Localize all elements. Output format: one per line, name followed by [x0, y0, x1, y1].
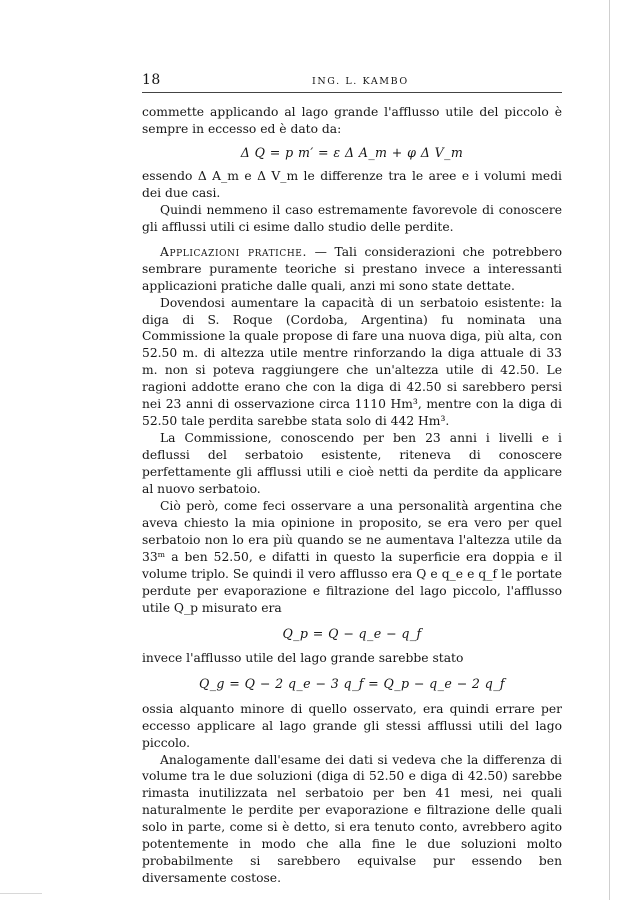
body-text: [142, 104, 562, 887]
paragraph-analogamente: Analogamente dall'esame dei dati si vedeva che la differenza di volume tra le due soluzioni (diga di 52.50 e diga di 42.50) sarebbe rimasta inutilizzata nel serbatoio per ben 41 mesi, nei quali naturalmente le perdite per evaporazione e filtrazione delle quali solo in parte, come si è detto, si era tenuto conto, avrebbero agito potentemente in modo che alla fine le due soluzioni molto probabilmente si sarebbero equivalse pur essendo ben diversamente costose.: [142, 752, 562, 886]
paragraph-ossia: ossia alquanto minore di quello osservato, era quindi errare per eccesso applicare al lago grande gli stessi afflussi utili del lago piccolo.: [142, 701, 562, 750]
page-header: [142, 72, 562, 93]
paragraph-applicazioni: [142, 244, 562, 295]
paragraph-dovendosi: Dovendosi aumentare la capacità di un serbatoio esistente: la diga di S. Roque (Cordoba, Argentina) fu nominata una Commissione la quale propose di fare una nuova diga, più alta, con 52.50 m. di altezza utile mentre rinforzando la diga attuale di 33 m. non si poteva raggiungere che un'altezza utile di 42.50. Le ragioni addotte erano che con la diga di 42.50 si sarebbero persi nei 23 anni di osservazione circa 1110 Hm³, mentre con la diga di 52.50 tale perdita sarebbe stata solo di 442 Hm³.: [142, 295, 562, 429]
section-heading: Applicazioni pratiche.: [160, 244, 307, 259]
equation-qg: Q_g = Q − 2 q_e − 3 q_f = Q_p − q_e − 2 q_f: [199, 675, 505, 691]
paragraph-continuation: commette applicando al lago grande l'afflusso utile del piccolo è sempre in eccesso ed è dato da:: [142, 105, 562, 136]
page-number: 18: [142, 72, 161, 88]
equation-delta-q: Δ Q = p m′ = ε Δ A_m + φ Δ V_m: [240, 144, 464, 160]
scan-mark: [0, 893, 42, 894]
running-head: ING. L. KAMBO: [312, 76, 409, 87]
paragraph-invece: invece l'afflusso utile del lago grande sarebbe stato: [142, 650, 464, 665]
equation-qp: Q_p = Q − q_e − q_f: [282, 625, 422, 641]
paragraph-cio-pero: Ciò però, come feci osservare a una personalità argentina che aveva chiesto la mia opinione in proposito, se era vero per quel serbatoio non lo era più quando se ne aumentava l'altezza utile da 33ᵐ a ben 52.50, e difatti in questo la superficie era doppia e il volume triplo. Se quindi il vero afflusso era Q e q_e e q_f le portate perdute per evaporazione e filtrazione del lago piccolo, l'afflusso utile Q_p misurato era: [142, 499, 562, 615]
paragraph-commissione: La Commissione, conoscendo per ben 23 anni i livelli e i deflussi del serbatoio esistente, riteneva di conoscere perfettamente gli afflussi utili e cioè netti da perdite da applicare al nuovo serbatoio.: [142, 431, 562, 497]
paragraph-essendo: essendo Δ A_m e Δ V_m le differenze tra le aree e i volumi medi dei due casi.: [142, 168, 562, 200]
page-edge-rule: [609, 0, 610, 900]
section-gap: [142, 236, 562, 244]
paragraph-quindi: Quindi nemmeno il caso estremamente favorevole di conoscere gli afflussi utili ci esime dallo studio delle perdite.: [142, 202, 562, 234]
section-heading-text: — Tali considerazioni che potrebbero sembrare puramente teoriche si prestano invece a interessanti applicazioni pratiche dalle quali, anzi mi sono state dettate.: [142, 244, 562, 293]
